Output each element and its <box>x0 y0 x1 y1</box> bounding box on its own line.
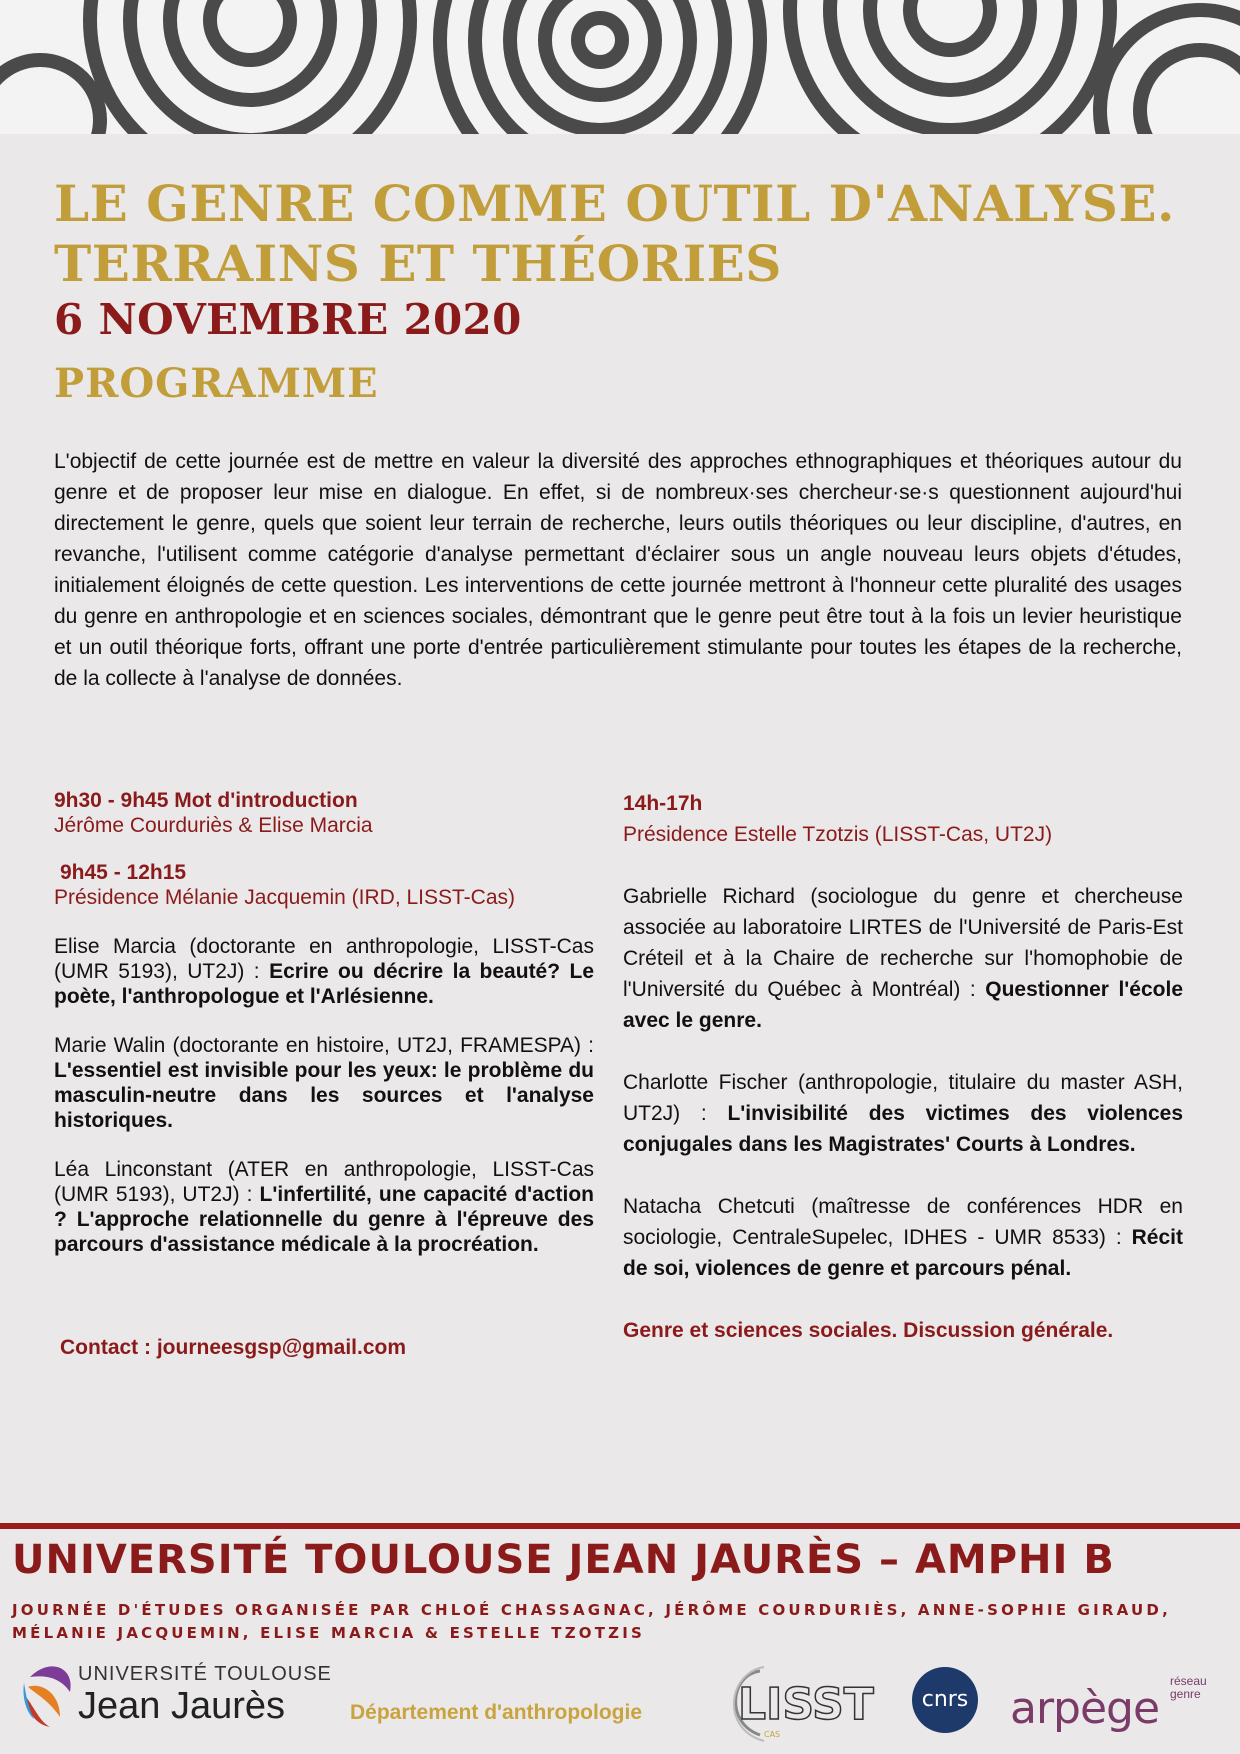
university-logo-line1: UNIVERSITÉ TOULOUSE <box>78 1663 332 1685</box>
talk-item <box>54 1157 594 1257</box>
talk-title: L'essentiel est invisible pour les yeux: le problème du masculin-neutre dans les sources et l'analyse historiques. <box>54 1059 594 1132</box>
contact-email-link[interactable]: Contact : journeesgsp@gmail.com <box>60 1336 407 1359</box>
talk-item <box>623 881 1183 1036</box>
arpege-sub-line2: genre <box>1170 1687 1201 1701</box>
talk-speaker: Charlotte Fischer (anthropologie, titulaire du master ASH, UT2J) : <box>623 1071 1183 1125</box>
arpege-logo-sub <box>1170 1675 1207 1701</box>
arpege-sub-line1: réseau <box>1170 1674 1207 1688</box>
university-swirl-icon <box>20 1657 80 1737</box>
section-heading: PROGRAMME <box>54 360 379 407</box>
talk-speaker: Léa Linconstant (ATER en anthropologie, LISST-Cas (UMR 5193), UT2J) : <box>54 1158 594 1206</box>
talk-item <box>54 1033 594 1133</box>
title-line-1: LE GENRE COMME OUTIL D'ANALYSE. <box>54 174 1175 233</box>
venue-heading: UNIVERSITÉ TOULOUSE JEAN JAURÈS – AMPHI B <box>12 1537 1115 1583</box>
organizers-line: JOURNÉE D'ÉTUDES ORGANISÉE PAR CHLOÉ CHASSAGNAC, JÉRÔME COURDURIÈS, ANNE-SOPHIE GIRAUD, MÉLANIE JACQUEMIN, ELISE MARCIA & ESTELLE TZOTZIS <box>12 1601 1171 1642</box>
footer <box>0 1523 1240 1754</box>
slot-afternoon-chair: Présidence Estelle Tzotzis (LISST-Cas, UT2J) <box>623 823 1053 846</box>
university-logo-line2: Jean Jaurès <box>78 1685 286 1727</box>
talk-title: Questionner l'école avec le genre. <box>623 978 1183 1032</box>
talk-title: L'invisibilité des victimes des violences conjugales dans les Magistrates' Courts à Londres. <box>623 1102 1184 1156</box>
intro-paragraph: L'objectif de cette journée est de mettre en valeur la diversité des approches ethnographiques et théoriques autour du genre et de proposer leur mise en dialogue. En effet, si de nombreux·ses chercheur·se·s questionnent aujourd'hui directement le genre, quels que soient leur terrain de recherche, leurs outils théoriques ou leur discipline, d'autres, en revanche, l'utilisent comme catégorie d'analyse permettant d'éclairer sous un angle nouveau leurs objets d'études, initialement éloignés de cette question. Les interventions de cette journée mettront à l'honneur cette pluralité des usages du genre en anthropologie et en sciences sociales, démontrant que le genre peut être tout à la fois un levier heuristique et un outil théorique forts, offrant une porte d'entrée particulièrement stimulante pour toutes les étapes de la recherche, de la collecte à l'analyse de données. <box>54 450 1182 690</box>
title-line-2: TERRAINS ET THÉORIES <box>54 234 782 293</box>
talk-speaker: Elise Marcia (doctorante en anthropologie, LISST-Cas (UMR 5193), UT2J) : <box>54 935 594 983</box>
footer-divider <box>0 1523 1240 1529</box>
cnrs-logo: cnrs <box>912 1667 978 1733</box>
slot-morning-time: 9h45 - 12h15 <box>60 861 187 884</box>
talk-item <box>623 1191 1183 1284</box>
talk-title: Ecrire ou décrire la beauté? Le poète, l'anthropologue et l'Arlésienne. <box>54 960 594 1008</box>
department-label: Département d'anthropologie <box>350 1701 643 1724</box>
talk-speaker: Gabrielle Richard (sociologue du genre et chercheuse associée au laboratoire LIRTES de l'Université de Paris-Est Créteil et à la Chaire de recherche sur l'homophobie de l'Université du Québec à Montréal) : <box>623 885 1183 1001</box>
talk-speaker: Natacha Chetcuti (maîtresse de conférences HDR en sociologie, CentraleSupelec, IDHES - UMR 8533) : <box>623 1195 1183 1249</box>
talk-item <box>623 1067 1183 1160</box>
talk-speaker: Marie Walin (doctorante en histoire, UT2J, FRAMESPA) : <box>54 1034 594 1057</box>
slot-intro-time: 9h30 - 9h45 Mot d'introduction <box>54 789 358 812</box>
lisst-logo-graphic <box>720 1663 880 1743</box>
lisst-logo <box>720 1663 880 1743</box>
university-logo <box>20 1657 332 1737</box>
closing-discussion: Genre et sciences sociales. Discussion générale. <box>623 1319 1114 1342</box>
event-title <box>54 174 1194 294</box>
programme-body <box>0 134 1240 1523</box>
afternoon-column <box>623 788 1183 1346</box>
slot-afternoon-time: 14h-17h <box>623 792 703 815</box>
decorative-banner <box>0 0 1240 134</box>
slot-intro-names: Jérôme Courduriès & Elise Marcia <box>54 814 373 837</box>
arpege-logo: arpège <box>1010 1683 1160 1734</box>
concentric-pattern-graphic <box>0 0 1240 134</box>
talk-item <box>54 934 594 1009</box>
event-date: 6 NOVEMBRE 2020 <box>54 295 522 344</box>
morning-column <box>54 788 594 1257</box>
lisst-sub: CAS <box>764 1730 781 1739</box>
talk-title: L'infertilité, une capacité d'action ? L'approche relationnelle du genre à l'épreuve des parcours d'assistance médicale à la procréation. <box>54 1183 595 1256</box>
slot-morning-chair: Présidence Mélanie Jacquemin (IRD, LISST-Cas) <box>54 886 516 909</box>
talk-title: Récit de soi, violences de genre et parcours pénal. <box>623 1226 1183 1280</box>
lisst-wordmark: LISST <box>738 1679 874 1730</box>
